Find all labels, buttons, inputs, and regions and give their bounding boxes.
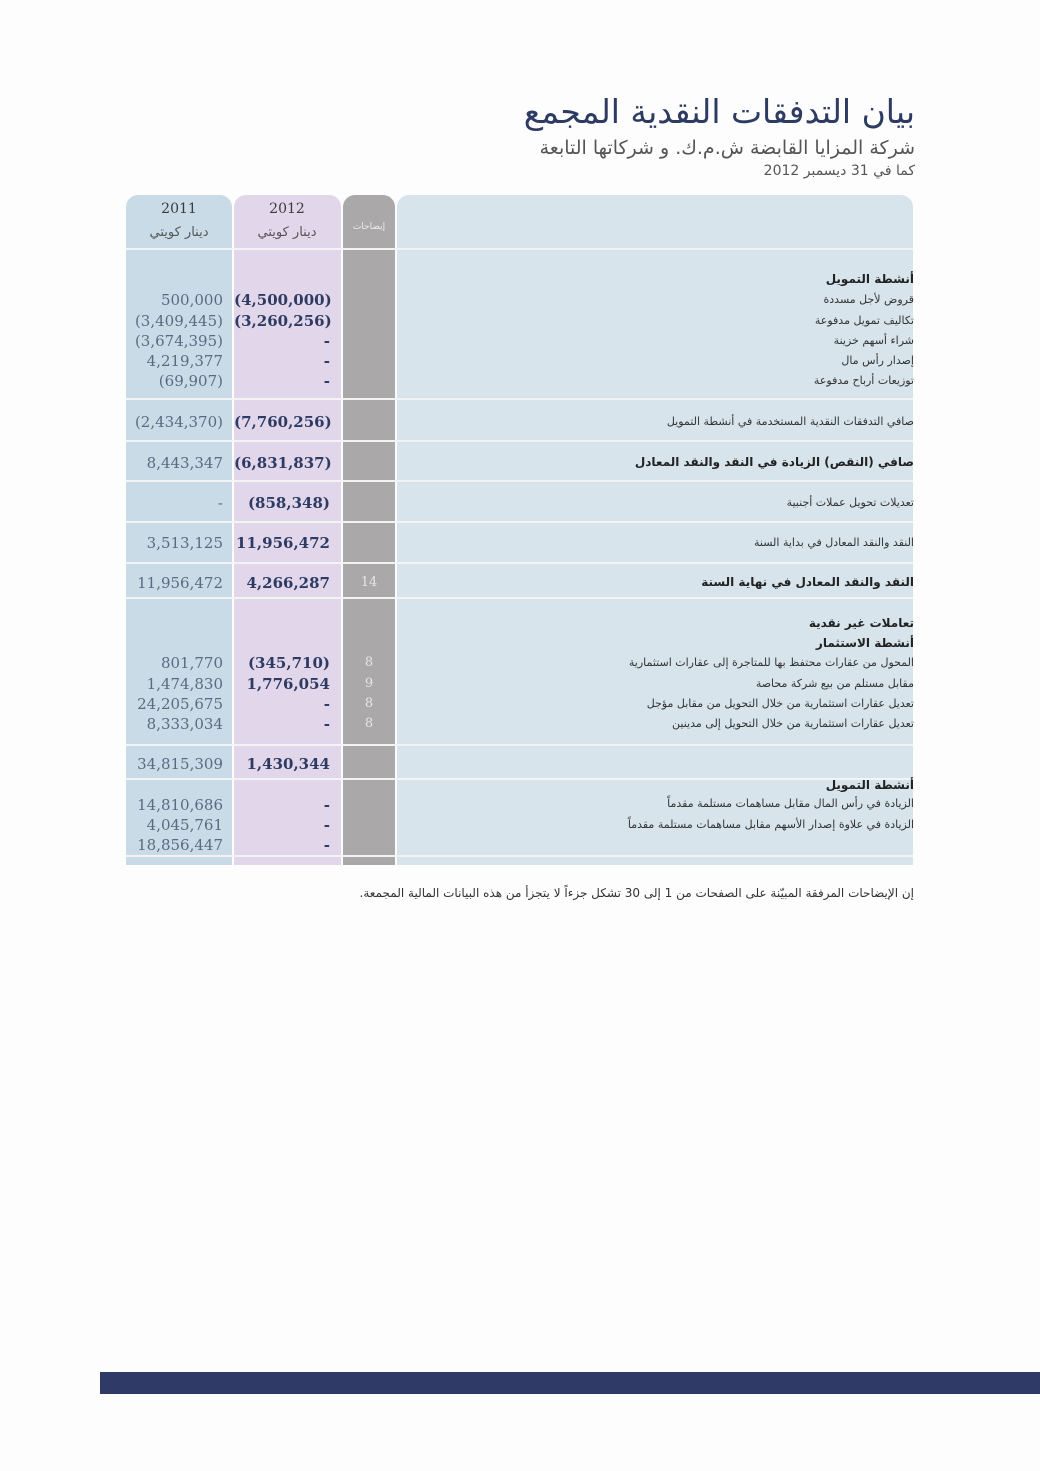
row-separator <box>126 855 913 857</box>
note-ref: 9 <box>364 676 374 691</box>
value-2012: (4,500,000) <box>234 291 332 309</box>
currency-2011-header: دينار كويتي <box>149 225 209 240</box>
value-2011: 3,513,125 <box>146 534 223 552</box>
value-2011: 1,474,830 <box>146 675 223 693</box>
row-separator <box>126 398 913 400</box>
value-2012: (858,348) <box>247 494 330 512</box>
value-2012: - <box>323 352 330 370</box>
value-2012: 4,266,287 <box>246 574 330 592</box>
value-2012: 1,430,344 <box>246 755 330 773</box>
row-label: أنشطة التمويل <box>825 778 914 792</box>
row-label: النقد والنقد المعادل في نهاية السنة <box>701 575 914 589</box>
value-2012: - <box>323 816 330 834</box>
row-separator <box>126 778 913 780</box>
footnote: إن الإيضاحات المرفقة المبيّنة على الصفحات من 1 إلى 30 تشكل جزءاً لا يتجزأ من هذه البيانات المالية المجمعة. <box>359 886 914 900</box>
value-2011: 11,956,472 <box>137 574 223 592</box>
value-2012: 1,776,054 <box>246 675 330 693</box>
value-2012: 11,956,472 <box>236 534 330 552</box>
page-title: بيان التدفقات النقدية المجمع <box>523 92 915 131</box>
row-separator <box>126 597 913 599</box>
note-ref: 8 <box>364 716 374 731</box>
row-label: النقد والنقد المعادل في بداية السنة <box>754 536 914 549</box>
value-2012: (345,710) <box>247 654 330 672</box>
value-2012: (3,260,256) <box>234 312 332 330</box>
row-label: أنشطة الاستثمار <box>815 636 914 650</box>
value-2011: 34,815,309 <box>137 755 223 773</box>
value-2011: (3,674,395) <box>134 332 223 350</box>
row-separator <box>126 480 913 482</box>
value-2011: (69,907) <box>158 372 223 390</box>
row-label: تعديل عقارات استثمارية من خلال التحويل إلى مدينين <box>672 717 914 730</box>
value-2011: 24,205,675 <box>137 695 223 713</box>
row-label: المحول من عقارات محتفظ بها للمتاجرة إلى عقارات استثمارية <box>628 656 914 669</box>
row-label: تكاليف تمويل مدفوعة <box>814 314 914 327</box>
value-2011: (2,434,370) <box>134 413 223 431</box>
row-label: تعديل عقارات استثمارية من خلال التحويل من مقابل مؤجل <box>646 697 914 710</box>
row-label: إصدار رأس مال <box>841 354 914 367</box>
year-2011-header: 2011 <box>161 201 197 217</box>
value-2012: - <box>323 695 330 713</box>
page-footer-bar <box>100 1372 1040 1394</box>
column-notes-panel <box>343 195 395 865</box>
value-2011: 4,045,761 <box>146 816 223 834</box>
value-2012: (6,831,837) <box>234 454 332 472</box>
value-2011: 8,443,347 <box>146 454 223 472</box>
row-label: قروض لأجل مسددة <box>823 293 914 306</box>
value-2011: 500,000 <box>160 291 223 309</box>
company-name: شركة المزايا القابضة ش.م.ك. و شركاتها التابعة <box>539 137 915 159</box>
notes-header: إيضاحات <box>352 222 386 232</box>
note-ref: 8 <box>364 696 374 711</box>
value-2012: - <box>323 372 330 390</box>
value-2012: (7,760,256) <box>234 413 332 431</box>
row-label: صافي (النقص) الزيادة في النقد والنقد المعادل <box>634 455 914 469</box>
value-2012: - <box>323 796 330 814</box>
row-separator <box>126 744 913 746</box>
row-separator <box>126 521 913 523</box>
row-label: أنشطة التمويل <box>825 272 914 286</box>
statement-date: كما في 31 ديسمبر 2012 <box>763 163 915 179</box>
row-separator <box>126 440 913 442</box>
row-separator <box>126 562 913 564</box>
value-2011: 14,810,686 <box>137 796 223 814</box>
value-2012: - <box>323 332 330 350</box>
value-2012: - <box>323 715 330 733</box>
value-2011: 8,333,034 <box>146 715 223 733</box>
value-2012: - <box>323 836 330 854</box>
row-label: صافي التدفقات النقدية المستخدمة في أنشطة التمويل <box>666 415 914 428</box>
row-label: تعاملات غير نقدية <box>808 616 914 630</box>
row-label: تعديلات تحويل عملات أجنبية <box>786 496 914 509</box>
value-2011: - <box>217 494 223 512</box>
value-2011: 18,856,447 <box>137 836 223 854</box>
note-ref: 14 <box>360 575 378 590</box>
row-label: شراء أسهم خزينة <box>833 334 914 347</box>
value-2011: 4,219,377 <box>146 352 223 370</box>
note-ref: 8 <box>364 655 374 670</box>
row-label: مقابل مستلم من بيع شركة محاصة <box>755 677 914 690</box>
row-label: الزيادة في رأس المال مقابل مساهمات مستلمة مقدماً <box>667 797 914 810</box>
value-2011: (3,409,445) <box>134 312 223 330</box>
value-2011: 801,770 <box>160 654 223 672</box>
year-2012-header: 2012 <box>269 201 305 217</box>
header-divider <box>126 248 913 250</box>
row-label: توزيعات أرباح مدفوعة <box>813 374 914 387</box>
currency-2012-header: دينار كويتي <box>257 225 317 240</box>
row-label: الزيادة في علاوة إصدار الأسهم مقابل مساهمات مستلمة مقدماً <box>627 818 914 831</box>
